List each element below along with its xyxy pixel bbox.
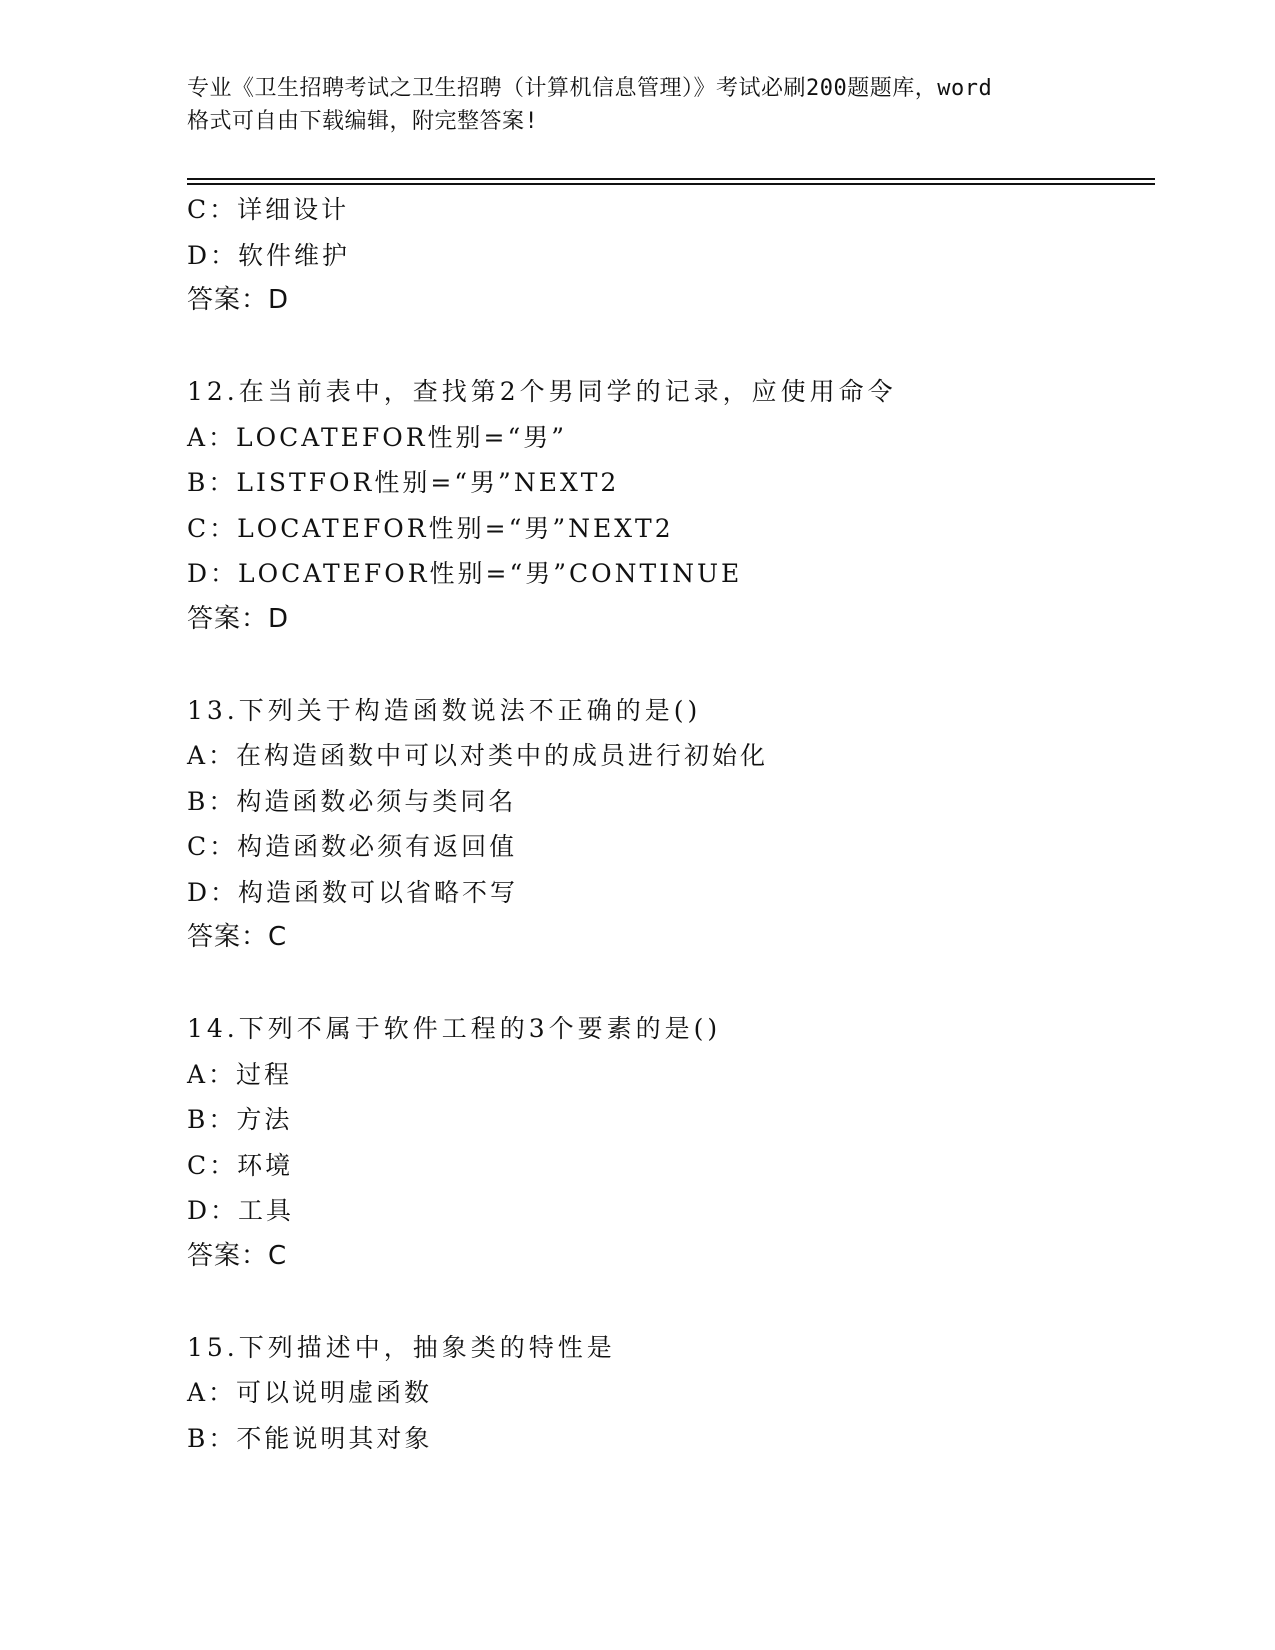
header-divider-bottom <box>187 183 1155 185</box>
q15-question: 15.下列描述中，抽象类的特性是 <box>187 1332 616 1362</box>
q14-option-d: D：工具 <box>187 1196 295 1225</box>
q12-option-d: D：LOCATEFOR性别=“男”CONTINUE <box>187 559 743 588</box>
q11-option-c: C：详细设计 <box>187 195 350 224</box>
q14-option-c: C：环境 <box>187 1150 294 1180</box>
q12-question: 12.在当前表中，查找第2个男同学的记录，应使用命令 <box>187 377 897 406</box>
spacer <box>187 324 1155 370</box>
question-list <box>187 187 1155 1461</box>
header-line-1: 专业《卫生招聘考试之卫生招聘（计算机信息管理）》考试必刷200题题库，word <box>187 76 993 101</box>
q11-answer: 答案：D <box>187 285 290 315</box>
q15-option-a: A：可以说明虚函数 <box>187 1378 433 1407</box>
q12-option-c: C：LOCATEFOR性别=“男”NEXT2 <box>187 513 674 543</box>
q13-option-c: C：构造函数必须有返回值 <box>187 832 518 861</box>
q13-question: 13.下列关于构造函数说法不正确的是() <box>187 695 702 725</box>
q14-question: 14.下列不属于软件工程的3个要素的是() <box>187 1014 722 1043</box>
spacer <box>187 961 1155 1007</box>
q12-option-a: A：LOCATEFOR性别=“男” <box>187 422 568 452</box>
q14-option-a: A：过程 <box>187 1059 293 1089</box>
q13-answer: 答案：C <box>187 922 288 952</box>
q14-option-b: B：方法 <box>187 1105 293 1134</box>
q13-option-d: D：构造函数可以省略不写 <box>187 877 519 907</box>
q14-answer: 答案：C <box>187 1240 288 1271</box>
spacer <box>187 642 1155 688</box>
q12-answer: 答案：D <box>187 603 290 634</box>
q13-option-b: B：构造函数必须与类同名 <box>187 786 517 816</box>
spacer <box>187 1279 1155 1325</box>
header-divider-top <box>187 178 1155 180</box>
document-header <box>187 72 1087 138</box>
q15-option-b: B：不能说明其对象 <box>187 1423 433 1453</box>
q13-option-a: A：在构造函数中可以对类中的成员进行初始化 <box>187 741 769 770</box>
header-line-2: 格式可自由下载编辑，附完整答案! <box>187 109 539 134</box>
q12-option-b: B：LISTFOR性别=“男”NEXT2 <box>187 468 620 497</box>
q11-option-d: D：软件维护 <box>187 240 351 270</box>
